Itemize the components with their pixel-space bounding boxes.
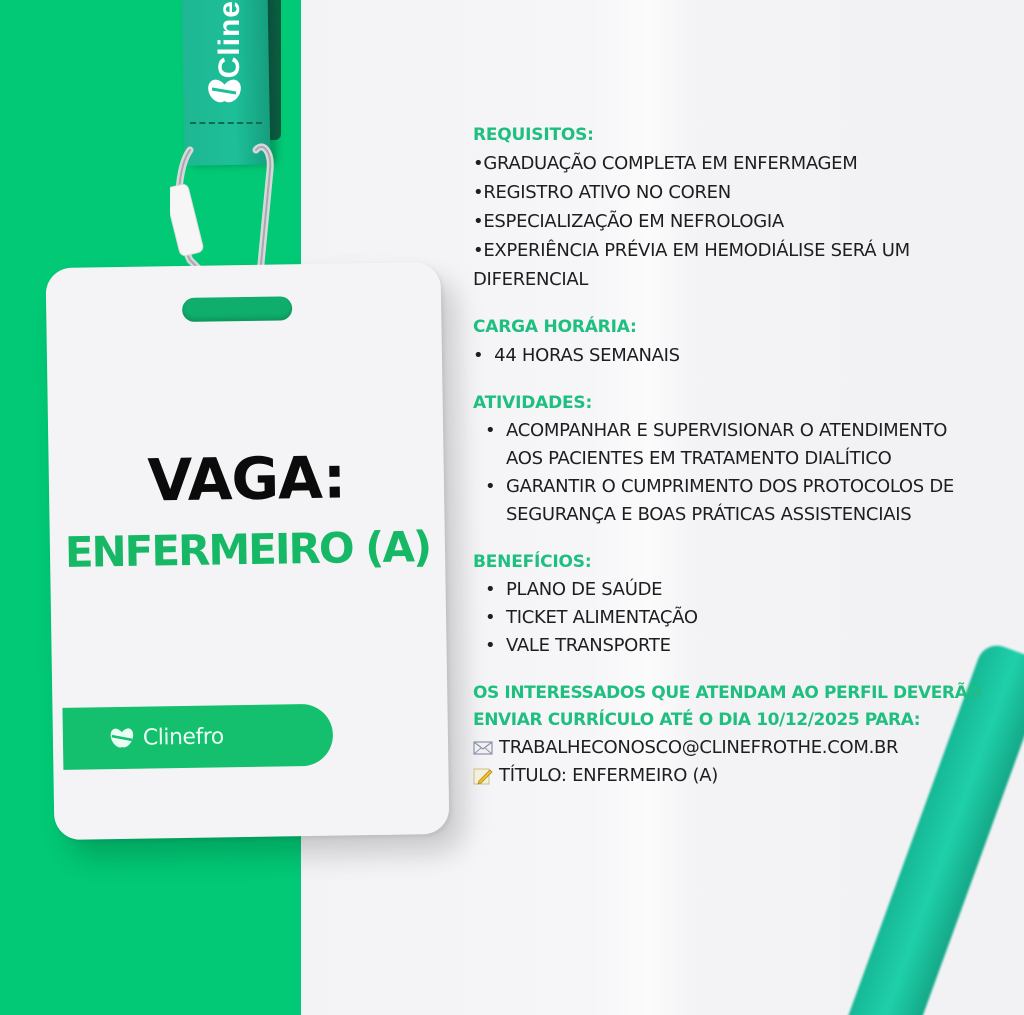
section-title-carga-horaria: CARGA HORÁRIA:: [473, 317, 637, 337]
atividade-item: • GARANTIR O CUMPRIMENTO DOS PROTOCOLOS DE SEGURANÇA E BOAS PRÁTICAS ASSISTENCIAIS: [473, 473, 1013, 529]
call-to-action-line: ENVIAR CURRÍCULO ATÉ O DIA 10/12/2025 PARA:: [473, 710, 921, 730]
carga-horaria-item: • 44 HORAS SEMANAIS: [473, 345, 680, 366]
brand-name: Clinefro: [142, 723, 224, 751]
vacancy-title: VAGA:: [147, 443, 346, 515]
subject-line: [473, 762, 1013, 790]
call-to-action-line: OS INTERESSADOS QUE ATENDAM AO PERFIL DEVERÃO: [473, 683, 982, 703]
lanyard-brand-text: Cline: [213, 0, 246, 79]
section-carga-horaria: [473, 314, 1013, 370]
clinefro-logo-icon: [109, 724, 135, 752]
section-atividades: [473, 390, 1013, 529]
email-line: [473, 734, 1013, 762]
beneficio-item: • VALE TRANSPORTE: [473, 632, 1013, 660]
section-title-requisitos: REQUISITOS:: [473, 125, 594, 145]
requisito-item: • GRADUAÇÃO COMPLETA EM ENFERMAGEM: [473, 149, 1013, 178]
lanyard-stitching: [190, 122, 262, 124]
section-title-atividades: ATIVIDADES:: [473, 393, 593, 413]
memo-icon: [473, 767, 493, 785]
requisito-item: • ESPECIALIZAÇÃO EM NEFROLOGIA: [473, 207, 1013, 236]
section-title-beneficios: BENEFÍCIOS:: [473, 552, 592, 572]
section-beneficios: [473, 549, 1013, 660]
job-details: [473, 122, 1013, 810]
requisito-item: • REGISTRO ATIVO NO COREN: [473, 178, 1013, 207]
badge-slot: [182, 296, 292, 322]
email-subject: TÍTULO: ENFERMEIRO (A): [499, 765, 718, 786]
envelope-icon: [473, 739, 493, 757]
beneficio-item: • TICKET ALIMENTAÇÃO: [473, 604, 1013, 632]
section-contato: [473, 680, 1013, 790]
requisito-item-continuation: DIFERENCIAL: [473, 269, 589, 290]
beneficio-item: • PLANO DE SAÚDE: [473, 576, 1013, 604]
lanyard-logo-icon: [206, 75, 242, 107]
email-address[interactable]: TRABALHECONOSCO@CLINEFROTHE.COM.BR: [499, 737, 899, 758]
brand-pill: [62, 704, 333, 770]
atividade-item: • ACOMPANHAR E SUPERVISIONAR O ATENDIMENTO AOS PACIENTES EM TRATAMENTO DIALÍTICO: [473, 417, 1013, 473]
requisito-item: • EXPERIÊNCIA PRÉVIA EM HEMODIÁLISE SERÁ UM: [473, 236, 1013, 265]
section-requisitos: [473, 122, 1013, 294]
id-badge-card: [46, 262, 450, 840]
vacancy-role: ENFERMEIRO (A): [64, 522, 431, 577]
